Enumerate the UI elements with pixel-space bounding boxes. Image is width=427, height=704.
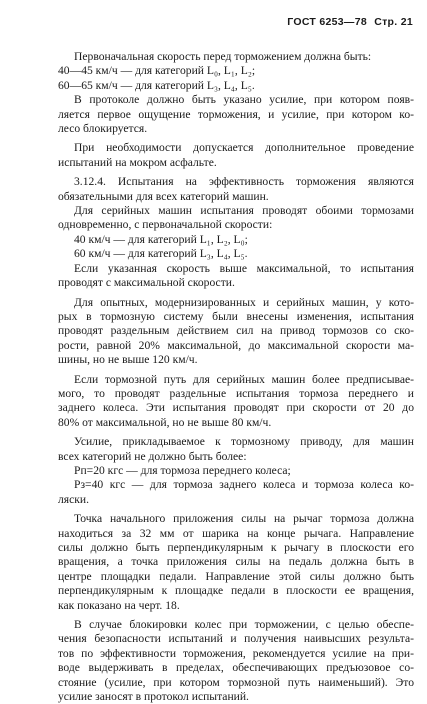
page-number: Стр. 21 — [374, 16, 413, 28]
paragraph-wet-asphalt — [58, 141, 414, 170]
text-line: ляски. — [58, 492, 89, 506]
text-line: всех категорий не должно быть более: — [58, 449, 247, 463]
text-line: При необходимости допускается дополнительное проведение — [74, 141, 414, 155]
text-line: как показано на черт. 18. — [58, 598, 180, 612]
text-line: Для серийных машин испытания проводят обоими тормозами — [74, 204, 414, 218]
paragraph-3-12-4 — [58, 175, 414, 290]
text-line: проводят раздельным действием сил на привод тормозов со ско- — [58, 324, 414, 338]
text-line: мого, то проводят раздельные испытания тормоза переднего и — [58, 386, 414, 400]
text-line: одновременно, с первоначальной скорости: — [58, 218, 273, 232]
text-line: В случае блокировки колес при торможении, с целью обеспе- — [74, 618, 414, 632]
text-line: тов по эффективности торможения, рекомендуется усилие на при- — [58, 646, 414, 660]
text-line: воде выдерживать в пределах, обеспечивающих предъюзовое со- — [58, 661, 414, 675]
text-line: Усилие, прикладываемое к тормозному приводу, для машин — [74, 435, 414, 449]
text-line: 3.12.4. Испытания на эффективность торможения являются — [74, 175, 414, 189]
document-body — [58, 50, 414, 704]
text-line: В протоколе должно быть указано усилие, при котором появ- — [74, 93, 414, 107]
text-line: Если указанная скорость выше максимальной, то испытания — [74, 261, 414, 275]
text-line: чения безопасности испытаний и получения наивысших результа- — [58, 632, 414, 646]
document-code: ГОСТ 6253—78 — [287, 16, 368, 28]
text-line: силы должно быть перпендикулярным к рычагу в плоскости его — [58, 541, 414, 554]
text-line: Pз=40 кгс — для тормоза заднего колеса и тормоза колеса ко- — [74, 478, 414, 492]
paragraph-prototype-machines — [58, 296, 414, 368]
text-line: 60 км/ч — для категорий L₃, L₄, L₅. — [74, 247, 248, 261]
paragraph-force-point — [58, 512, 414, 613]
text-line: шины, но не выше 120 км/ч. — [58, 353, 198, 367]
text-line: вращения, а точка приложения силы на педаль должна быть в — [58, 555, 414, 569]
paragraph-applied-force — [58, 435, 414, 507]
text-line: проводят с максимальной скорости. — [58, 276, 235, 290]
text-line: рости, равной 20% максимальной, до максимальной скорости ма- — [58, 338, 414, 352]
text-line: 80% от максимальной, но не выше 80 км/ч. — [58, 415, 272, 429]
text-line: Pп=20 кгс — для тормоза переднего колеса; — [74, 463, 291, 477]
text-line: усилие заносят в протокол испытаний. — [58, 690, 249, 704]
text-line: стояние (усилие, при котором тормозной путь наименьший). Это — [58, 675, 414, 689]
text-line: Если тормозной путь для серийных машин более предписывае- — [74, 372, 414, 386]
text-line: обязательными для всех категорий машин. — [58, 189, 269, 203]
text-line: Для опытных, модернизированных и серийных машин, у кото- — [74, 295, 414, 309]
text-line: 40—45 км/ч — для категорий L₀, L₁, L₂; — [58, 64, 256, 78]
text-line: перпендикулярным к площадке педали в плоскости ее вращения, — [58, 584, 414, 598]
paragraph-braking-distance — [58, 373, 414, 431]
text-line: 40 км/ч — для категорий L₁, L₂, L₀; — [74, 232, 248, 246]
text-line: Точка начального приложения силы на рычаг тормоза должна — [74, 512, 414, 526]
page-header — [283, 16, 413, 28]
text-line: лесо блокируется. — [58, 122, 148, 136]
text-line: заднего колеса. Эти испытания проводят при скорости от 20 до — [58, 401, 414, 415]
text-line: 60—65 км/ч — для категорий L₃, L₄, L₅. — [58, 78, 255, 92]
text-line: ляется первое ощущение торможения, и усилие, при котором ко- — [58, 107, 414, 121]
text-line: рых в тормозную систему были внесены изменения, испытания — [58, 309, 414, 323]
paragraph-initial-speed — [58, 50, 414, 136]
text-line: находиться за 32 мм от шарика на конце рычага. Направление — [58, 526, 414, 540]
text-line: испытаний на мокром асфальте. — [58, 155, 217, 169]
text-line: центре площадки педали. Направление этой силы должно быть — [58, 569, 414, 583]
text-line: Первоначальная скорость перед торможением должна быть: — [74, 50, 372, 63]
paragraph-wheel-lock — [58, 618, 414, 704]
